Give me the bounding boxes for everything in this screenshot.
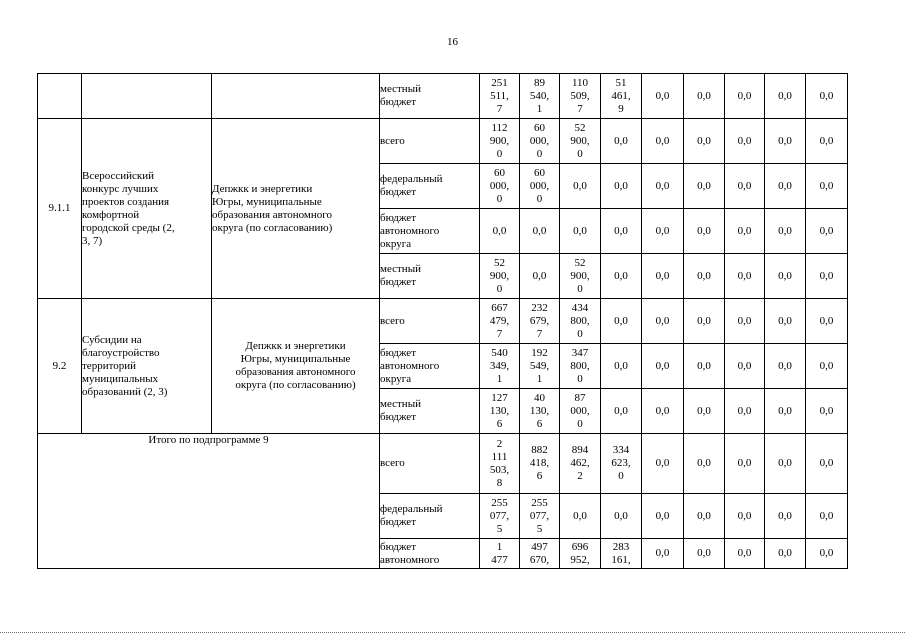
value-text: 0,0 bbox=[655, 89, 670, 102]
value-text: 0,0 bbox=[737, 269, 752, 282]
value-text: 0,0 bbox=[778, 547, 792, 559]
value-text: 0,0 bbox=[573, 224, 587, 237]
value-cell bbox=[642, 119, 684, 164]
funding-source-cell bbox=[380, 119, 480, 164]
funding-source-label: местный бюджет bbox=[380, 263, 421, 288]
value-text: 0,0 bbox=[737, 179, 752, 192]
value-text: 0,0 bbox=[614, 314, 628, 327]
value-cell bbox=[560, 299, 601, 344]
value-cell bbox=[765, 74, 806, 119]
value-cell bbox=[765, 164, 806, 209]
value-text: 52 900, 0 bbox=[570, 256, 590, 295]
value-text: 0,0 bbox=[819, 89, 834, 102]
value-text: 667 479, 7 bbox=[489, 301, 510, 340]
value-text: 60 000, 0 bbox=[529, 166, 550, 205]
value-text: 0,0 bbox=[573, 179, 587, 192]
value-cell bbox=[520, 209, 560, 254]
item-code-cell bbox=[38, 299, 82, 434]
value-text: 0,0 bbox=[614, 359, 628, 372]
value-text: 0,0 bbox=[819, 509, 834, 522]
value-cell bbox=[642, 344, 684, 389]
value-cell bbox=[684, 494, 725, 539]
value-text: 0,0 bbox=[819, 359, 834, 372]
value-text: 0,0 bbox=[655, 134, 670, 147]
value-cell bbox=[601, 254, 642, 299]
value-text: 127 130, 6 bbox=[489, 391, 510, 430]
value-text: 497 670, bbox=[529, 540, 550, 566]
value-text: 283 161, bbox=[611, 540, 631, 566]
value-text: 0,0 bbox=[819, 547, 834, 559]
value-cell bbox=[765, 389, 806, 434]
value-cell bbox=[765, 494, 806, 539]
funding-source-label: всего bbox=[380, 457, 405, 469]
value-text: 0,0 bbox=[697, 179, 711, 192]
funding-source-label: местный бюджет bbox=[380, 83, 421, 108]
value-text: 0,0 bbox=[778, 457, 792, 469]
funding-source-cell bbox=[380, 389, 480, 434]
value-cell bbox=[480, 254, 520, 299]
value-cell bbox=[480, 164, 520, 209]
budget-table bbox=[37, 73, 848, 569]
value-text: 0,0 bbox=[819, 457, 834, 469]
value-text: 0,0 bbox=[737, 509, 752, 522]
value-text: 0,0 bbox=[614, 509, 628, 522]
empty-cell bbox=[82, 74, 212, 119]
value-cell bbox=[480, 389, 520, 434]
value-text: 540 349, 1 bbox=[489, 346, 510, 385]
value-cell bbox=[560, 74, 601, 119]
value-cell bbox=[520, 389, 560, 434]
value-text: 87 000, 0 bbox=[570, 391, 590, 430]
value-cell bbox=[765, 119, 806, 164]
item-executor-cell bbox=[212, 299, 380, 434]
value-cell bbox=[601, 389, 642, 434]
value-text: 89 540, 1 bbox=[529, 76, 550, 115]
value-text: 434 800, 0 bbox=[570, 301, 590, 340]
value-cell bbox=[560, 209, 601, 254]
empty-cell bbox=[38, 74, 82, 119]
funding-source-cell bbox=[380, 539, 480, 569]
value-cell bbox=[520, 164, 560, 209]
value-text: 1 477 bbox=[491, 540, 508, 566]
value-text: 0,0 bbox=[737, 314, 752, 327]
value-text: 0,0 bbox=[697, 404, 711, 417]
value-cell bbox=[642, 254, 684, 299]
value-text: 0,0 bbox=[697, 134, 711, 147]
value-cell bbox=[560, 164, 601, 209]
value-text: 882 418, 6 bbox=[529, 444, 550, 482]
funding-source-label: всего bbox=[380, 134, 405, 147]
value-cell bbox=[725, 494, 765, 539]
funding-source-label: федеральный бюджет bbox=[380, 503, 443, 528]
value-cell bbox=[642, 434, 684, 494]
value-cell bbox=[520, 74, 560, 119]
value-cell bbox=[642, 164, 684, 209]
value-text: 192 549, 1 bbox=[529, 346, 550, 385]
funding-source-cell bbox=[380, 299, 480, 344]
value-text: 0,0 bbox=[737, 224, 752, 237]
value-text: 60 000, 0 bbox=[489, 166, 510, 205]
value-cell bbox=[806, 299, 848, 344]
value-cell bbox=[560, 494, 601, 539]
value-text: 0,0 bbox=[492, 224, 507, 237]
funding-source-cell bbox=[380, 209, 480, 254]
value-cell bbox=[725, 119, 765, 164]
value-cell bbox=[725, 254, 765, 299]
value-text: 0,0 bbox=[655, 547, 670, 559]
value-text: 0,0 bbox=[532, 269, 547, 282]
value-cell bbox=[725, 539, 765, 569]
value-cell bbox=[684, 119, 725, 164]
value-text: 347 800, 0 bbox=[570, 346, 590, 385]
value-cell bbox=[601, 434, 642, 494]
value-text: 2 111 503, 8 bbox=[489, 437, 510, 489]
value-text: 0,0 bbox=[655, 359, 670, 372]
item-code-cell bbox=[38, 119, 82, 299]
value-cell bbox=[765, 209, 806, 254]
value-cell bbox=[601, 164, 642, 209]
value-cell bbox=[601, 299, 642, 344]
value-text: 51 461, 9 bbox=[611, 76, 631, 115]
value-cell bbox=[601, 74, 642, 119]
funding-source-cell bbox=[380, 344, 480, 389]
value-text: 0,0 bbox=[614, 269, 628, 282]
value-cell bbox=[725, 389, 765, 434]
value-cell bbox=[806, 254, 848, 299]
value-cell bbox=[725, 344, 765, 389]
funding-source-label: бюджет автономного округа bbox=[380, 346, 440, 385]
value-cell bbox=[684, 299, 725, 344]
value-cell bbox=[601, 344, 642, 389]
value-text: 0,0 bbox=[737, 457, 752, 469]
funding-source-cell bbox=[380, 74, 480, 119]
value-cell bbox=[480, 434, 520, 494]
value-text: 0,0 bbox=[697, 509, 711, 522]
funding-source-label: местный бюджет bbox=[380, 398, 421, 423]
value-text: 255 077, 5 bbox=[529, 496, 550, 535]
value-text: 0,0 bbox=[655, 179, 670, 192]
empty-cell bbox=[212, 74, 380, 119]
value-text: 0,0 bbox=[655, 269, 670, 282]
funding-source-label: бюджет автономного bbox=[380, 540, 440, 566]
value-cell bbox=[684, 164, 725, 209]
value-cell bbox=[684, 254, 725, 299]
value-text: 894 462, 2 bbox=[570, 444, 590, 482]
value-cell bbox=[806, 119, 848, 164]
value-cell bbox=[642, 494, 684, 539]
item-name-cell bbox=[82, 119, 212, 299]
value-text: 0,0 bbox=[697, 314, 711, 327]
subprogram-total-cell bbox=[38, 434, 380, 569]
funding-source-label: федеральный бюджет bbox=[380, 173, 443, 198]
value-cell bbox=[684, 344, 725, 389]
table-row bbox=[38, 434, 848, 494]
value-cell bbox=[560, 344, 601, 389]
value-cell bbox=[520, 254, 560, 299]
value-cell bbox=[684, 539, 725, 569]
value-text: 0,0 bbox=[532, 224, 547, 237]
value-text: 40 130, 6 bbox=[529, 391, 550, 430]
scan-edge-line bbox=[0, 632, 905, 633]
value-cell bbox=[684, 74, 725, 119]
item-executor-cell bbox=[212, 119, 380, 299]
value-cell bbox=[725, 164, 765, 209]
value-cell bbox=[725, 209, 765, 254]
value-cell bbox=[560, 434, 601, 494]
item-name: Всероссийский конкурс лучших проектов создания комфортной городской среды (2, 3, 7) bbox=[82, 169, 175, 247]
item-name: Субсидии на благоустройство территорий муниципальных образований (2, 3) bbox=[82, 333, 168, 398]
value-cell bbox=[806, 164, 848, 209]
value-text: 0,0 bbox=[737, 404, 752, 417]
value-text: 0,0 bbox=[778, 179, 792, 192]
value-text: 0,0 bbox=[614, 404, 628, 417]
value-cell bbox=[601, 209, 642, 254]
value-text: 110 509, 7 bbox=[570, 76, 590, 115]
value-cell bbox=[765, 254, 806, 299]
value-cell bbox=[601, 119, 642, 164]
value-cell bbox=[480, 344, 520, 389]
value-cell bbox=[560, 119, 601, 164]
value-cell bbox=[765, 344, 806, 389]
value-text: 52 900, 0 bbox=[489, 256, 510, 295]
value-text: 0,0 bbox=[778, 224, 792, 237]
value-text: 334 623, 0 bbox=[611, 444, 631, 482]
value-text: 0,0 bbox=[655, 404, 670, 417]
value-cell bbox=[480, 494, 520, 539]
value-text: 0,0 bbox=[697, 224, 711, 237]
value-cell bbox=[560, 389, 601, 434]
value-cell bbox=[520, 539, 560, 569]
value-cell bbox=[806, 539, 848, 569]
value-cell bbox=[765, 434, 806, 494]
value-text: 0,0 bbox=[778, 134, 792, 147]
value-cell bbox=[725, 434, 765, 494]
value-text: 0,0 bbox=[697, 269, 711, 282]
value-cell bbox=[806, 434, 848, 494]
value-cell bbox=[480, 74, 520, 119]
value-cell bbox=[765, 539, 806, 569]
value-cell bbox=[806, 344, 848, 389]
value-cell bbox=[642, 539, 684, 569]
value-cell bbox=[520, 494, 560, 539]
value-cell bbox=[642, 74, 684, 119]
value-cell bbox=[765, 299, 806, 344]
value-cell bbox=[806, 389, 848, 434]
value-text: 0,0 bbox=[819, 224, 834, 237]
item-executor: Депжкк и энергетики Югры, муниципальные образования автономного округа (по согласованию) bbox=[212, 182, 333, 234]
item-name-cell bbox=[82, 299, 212, 434]
value-text: 0,0 bbox=[614, 179, 628, 192]
value-text: 232 679, 7 bbox=[529, 301, 550, 340]
value-cell bbox=[642, 299, 684, 344]
value-text: 0,0 bbox=[819, 404, 834, 417]
table-row bbox=[38, 299, 848, 344]
value-text: 255 077, 5 bbox=[489, 496, 510, 535]
value-cell bbox=[480, 119, 520, 164]
value-text: 0,0 bbox=[697, 547, 711, 559]
value-text: 0,0 bbox=[778, 89, 792, 102]
value-text: 0,0 bbox=[778, 404, 792, 417]
value-text: 0,0 bbox=[778, 509, 792, 522]
value-text: 0,0 bbox=[614, 224, 628, 237]
value-cell bbox=[806, 494, 848, 539]
item-executor: Депжкк и энергетики Югры, муниципальные образования автономного округа (по согласованию) bbox=[235, 340, 356, 391]
value-cell bbox=[684, 434, 725, 494]
value-text: 0,0 bbox=[697, 457, 711, 469]
value-text: 0,0 bbox=[819, 314, 834, 327]
value-text: 0,0 bbox=[778, 269, 792, 282]
value-cell bbox=[806, 74, 848, 119]
funding-source-label: всего bbox=[380, 314, 405, 327]
value-text: 52 900, 0 bbox=[570, 121, 590, 160]
value-cell bbox=[520, 344, 560, 389]
table-row bbox=[38, 74, 848, 119]
funding-source-cell bbox=[380, 494, 480, 539]
value-cell bbox=[480, 209, 520, 254]
funding-source-cell bbox=[380, 434, 480, 494]
value-cell bbox=[601, 539, 642, 569]
value-text: 112 900, 0 bbox=[489, 121, 510, 160]
value-text: 0,0 bbox=[655, 457, 670, 469]
table-row bbox=[38, 119, 848, 164]
value-text: 0,0 bbox=[655, 509, 670, 522]
value-cell bbox=[642, 209, 684, 254]
value-text: 0,0 bbox=[819, 179, 834, 192]
funding-source-cell bbox=[380, 164, 480, 209]
value-text: 0,0 bbox=[819, 134, 834, 147]
value-text: 0,0 bbox=[778, 314, 792, 327]
subprogram-total-label: Итого по подпрограмме 9 bbox=[148, 434, 269, 446]
funding-source-label: бюджет автономного округа bbox=[380, 211, 440, 250]
value-cell bbox=[806, 209, 848, 254]
value-text: 0,0 bbox=[778, 359, 792, 372]
item-code: 9.1.1 bbox=[48, 202, 71, 214]
funding-source-cell bbox=[380, 254, 480, 299]
value-cell bbox=[725, 299, 765, 344]
value-cell bbox=[560, 539, 601, 569]
value-text: 0,0 bbox=[697, 89, 711, 102]
value-cell bbox=[480, 299, 520, 344]
value-cell bbox=[725, 74, 765, 119]
value-cell bbox=[684, 209, 725, 254]
value-cell bbox=[520, 119, 560, 164]
value-text: 696 952, bbox=[570, 540, 590, 566]
value-text: 0,0 bbox=[655, 224, 670, 237]
item-code: 9.2 bbox=[52, 359, 67, 372]
value-text: 0,0 bbox=[737, 547, 752, 559]
value-text: 0,0 bbox=[697, 359, 711, 372]
value-text: 0,0 bbox=[737, 359, 752, 372]
value-cell bbox=[520, 299, 560, 344]
value-cell bbox=[684, 389, 725, 434]
value-text: 251 511, 7 bbox=[490, 76, 509, 115]
value-cell bbox=[601, 494, 642, 539]
value-text: 0,0 bbox=[573, 509, 587, 522]
value-cell bbox=[642, 389, 684, 434]
value-cell bbox=[480, 539, 520, 569]
value-cell bbox=[520, 434, 560, 494]
value-text: 0,0 bbox=[737, 89, 752, 102]
value-text: 60 000, 0 bbox=[529, 121, 550, 160]
page-number: 16 bbox=[447, 36, 458, 48]
value-text: 0,0 bbox=[655, 314, 670, 327]
value-cell bbox=[560, 254, 601, 299]
value-text: 0,0 bbox=[737, 134, 752, 147]
value-text: 0,0 bbox=[819, 269, 834, 282]
value-text: 0,0 bbox=[614, 134, 628, 147]
